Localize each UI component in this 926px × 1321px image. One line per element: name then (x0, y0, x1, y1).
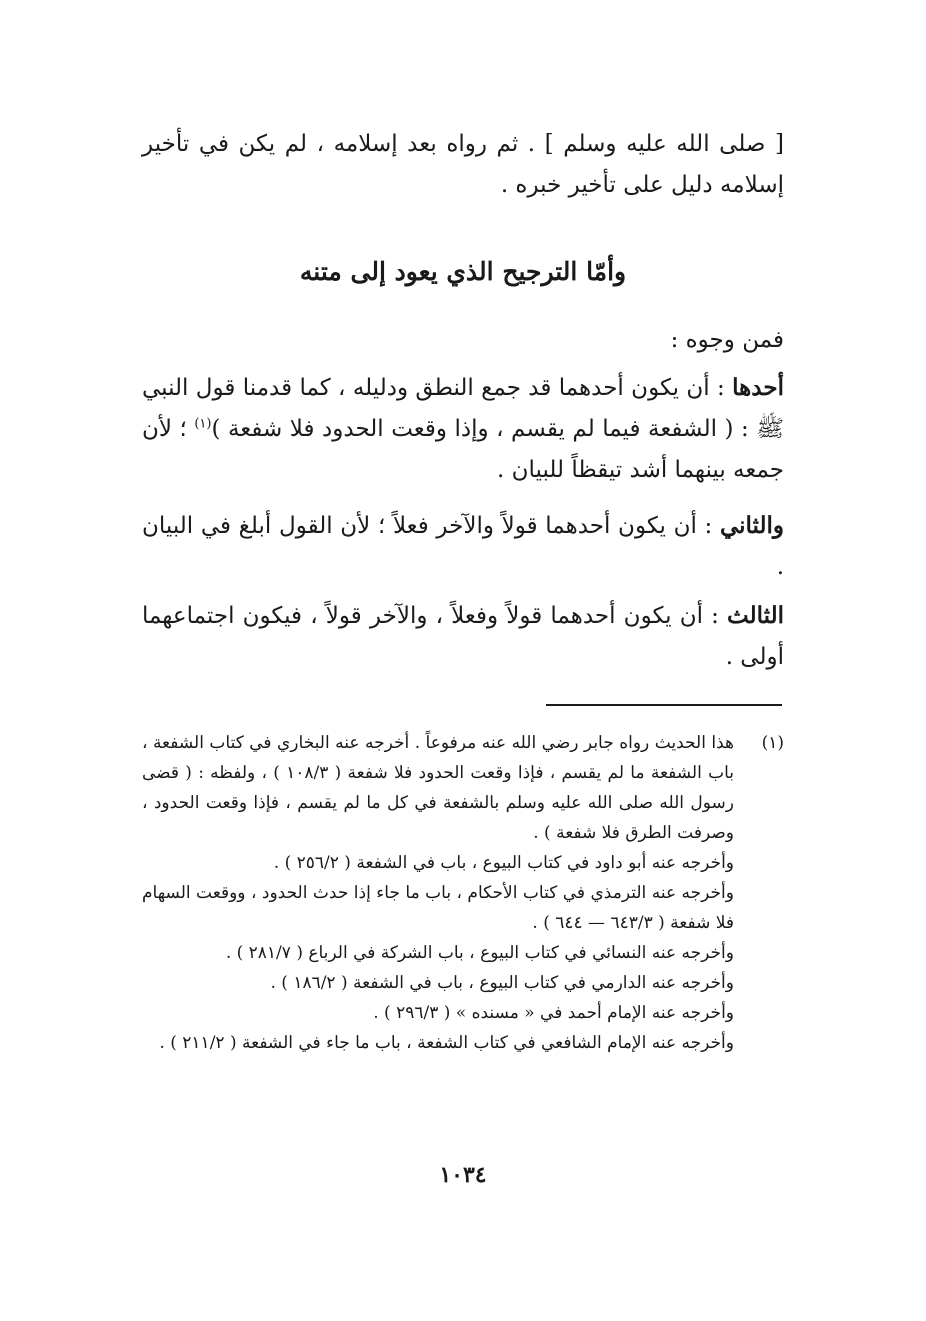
item-second (142, 505, 784, 588)
footnote-line: وأخرجه عنه الإمام الشافعي في كتاب الشفعة ، باب ما جاء في الشفعة ( ٢١١/٢ ) . (159, 1033, 734, 1053)
page-number: ١٠٣٤ (439, 1162, 487, 1188)
footnote-number: (١) (761, 733, 784, 753)
footnotes (142, 728, 784, 1058)
item-term: أحدها (732, 374, 784, 401)
footnote-item (142, 728, 784, 848)
item-text: : أن يكون أحدهما قولاً والآخر فعلاً ؛ لأن القول أبلغ في البيان . (142, 513, 784, 580)
item-text-tail: ؛ لأن جمعه بينهما أشد تيقظاً للبيان . (142, 416, 784, 483)
footnote-line: وأخرجه عنه أبو داود في كتاب البيوع ، باب في الشفعة ( ٢٥٦/٢ ) . (273, 853, 734, 873)
section-heading: وأمّا الترجيح الذي يعود إلى متنه (299, 257, 627, 286)
item-text: : أن يكون أحدهما قد جمع النطق ودليله ، كما قدمنا قول النبي ﷺ : ( الشفعة فيما لم يقسم ، وإذا وقعت الحدود فلا شفعة ) (142, 375, 784, 442)
item-text: : أن يكون أحدهما قولاً وفعلاً ، والآخر قولاً ، فيكون اجتماعهما أولى . (142, 603, 784, 670)
item-term: والثاني (719, 512, 784, 539)
footnote-line: وأخرجه عنه النسائي في كتاب البيوع ، باب الشركة في الرباع ( ٢٨١/٧ ) . (225, 943, 734, 963)
item-term: الثالث (727, 602, 784, 629)
item-first (142, 367, 784, 491)
footnote-line: وأخرجه عنه الإمام أحمد في « مسنده » ( ٢٩٦/٣ ) . (373, 1003, 734, 1023)
lead-paragraph (142, 320, 784, 361)
footnote-text: هذا الحديث رواه جابر رضي الله عنه مرفوعاً . أخرجه عنه البخاري في كتاب الشفعة ، باب الشفعة ما لم يقسم ، فإذا وقعت الحدود فلا شفعة ( ١٠٨/٣ ) ، ولفظه : ( قضى رسول الله صلى الله عليه وسلم بالشفعة في كل ما لم يقسم ، فإذا وقعت الحدود ، وصرفت الطرق فلا شفعة ) . (142, 733, 734, 843)
intro-paragraph (142, 124, 784, 206)
intro-text: [ صلى الله عليه وسلم ] . ثم رواه بعد إسلامه ، لم يكن في تأخير إسلامه دليل على تأخير خبره . (142, 131, 784, 198)
item-third (142, 595, 784, 678)
footnote-divider (546, 704, 782, 706)
footnote-line: وأخرجه عنه الترمذي في كتاب الأحكام ، باب ما جاء إذا حدث الحدود ، ووقعت السهام فلا شفعة ( ٦٤٣/٣ — ٦٤٤ ) . (142, 883, 734, 933)
lead-text: فمن وجوه : (670, 327, 784, 353)
footnote-reference[interactable]: (١) (194, 416, 212, 432)
footnote-line: وأخرجه عنه الدارمي في كتاب البيوع ، باب في الشفعة ( ١٨٦/٢ ) . (270, 973, 734, 993)
